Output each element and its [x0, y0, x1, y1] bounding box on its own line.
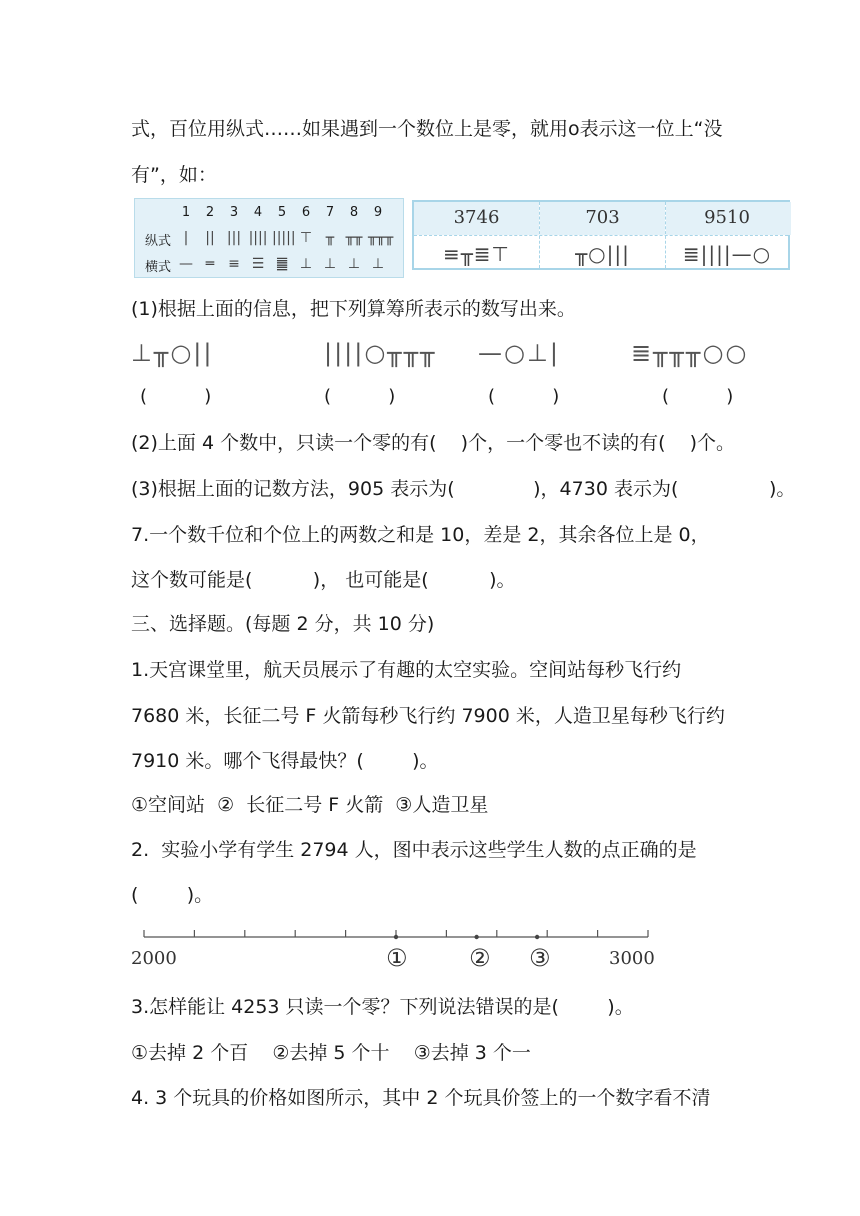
digit-label: 3: [229, 205, 239, 220]
example-number: 3746: [453, 207, 500, 228]
digit-label: 5: [277, 205, 287, 220]
vertical-rod: ╥: [325, 230, 335, 246]
text-line-1: 式，百位用纵式……如果遇到一个数位上是零，就用o表示这一位上“没: [131, 118, 723, 140]
rod-question-3: —○⊥|: [478, 339, 560, 367]
number-line-start-label: 2000: [131, 948, 177, 969]
answer-blank: ( ): [140, 386, 212, 407]
example-number: 703: [585, 207, 620, 228]
example-rods: ≡╥≣⊤: [443, 242, 510, 266]
example-rods: ≣||||—○: [682, 242, 772, 266]
section-3-heading: 三、选择题。(每题 2 分，共 10 分): [131, 613, 435, 635]
digit-label: 9: [373, 205, 383, 220]
example-cell: [666, 202, 788, 268]
digit-label: 8: [349, 205, 359, 220]
digit-label: 4: [253, 205, 263, 220]
horizontal-rod: ⊥: [371, 256, 385, 272]
vertical-rod: ||||: [248, 230, 268, 246]
choice-1-line-2: 7680 米，长征二号 F 火箭每秒飞行约 7900 米，人造卫星每秒飞行约: [131, 705, 725, 727]
choice-1-line-1: 1.天宫课堂里，航天员展示了有趣的太空实验。空间站每秒飞行约: [131, 659, 682, 681]
question-1-text: (1)根据上面的信息，把下列算筹所表示的数写出来。: [131, 298, 576, 320]
rod-question-4: ≣╥╥╥○○: [631, 339, 749, 367]
question-7-line-2: 这个数可能是( )， 也可能是( )。: [131, 569, 516, 591]
horizontal-rod: —: [179, 256, 193, 272]
point-label-1: ①: [386, 944, 408, 972]
vertical-rod: ||: [205, 230, 215, 246]
choice-1-options: ①空间站 ② 长征二号 F 火箭 ③人造卫星: [131, 794, 489, 816]
choice-1-line-3: 7910 米。哪个飞得最快？( )。: [131, 750, 439, 772]
rod-reference-table: [134, 198, 404, 278]
vertical-rod: ╥╥╥: [368, 230, 394, 246]
horizontal-label: 横式: [145, 260, 172, 275]
horizontal-rod: ═: [205, 256, 215, 272]
rod-question-2: ||||○╥╥╥: [324, 339, 437, 367]
digit-label: 7: [325, 205, 335, 220]
example-cell: [414, 202, 539, 268]
vertical-rod: ⊤: [299, 230, 313, 246]
choice-3-line: 3.怎样能让 4253 只读一个零？下列说法错误的是( )。: [131, 996, 634, 1018]
number-line-point: [535, 935, 539, 939]
horizontal-rod: ⊥: [347, 256, 361, 272]
text-line-2: 有”，如：: [131, 164, 217, 186]
number-line-point: [394, 935, 398, 939]
rod-examples-table: [412, 200, 790, 270]
question-7-line-1: 7.一个数千位和个位上的两数之和是 10，差是 2，其余各位上是 0，: [131, 524, 710, 546]
answer-blank: ( ): [488, 386, 560, 407]
digit-label: 2: [205, 205, 215, 220]
vertical-label: 纵式: [145, 234, 172, 249]
choice-3-options: ①去掉 2 个百 ②去掉 5 个十 ③去掉 3 个一: [131, 1042, 531, 1064]
example-rods: ╥○|||: [575, 242, 630, 266]
choice-4-line: 4. 3 个玩具的价格如图所示，其中 2 个玩具价签上的一个数字看不清: [131, 1087, 711, 1109]
digit-label: 1: [181, 205, 191, 220]
number-line-end-label: 3000: [609, 948, 655, 969]
choice-2-line-1: 2. 实验小学有学生 2794 人，图中表示这些学生人数的点正确的是: [131, 839, 697, 861]
point-label-2: ②: [469, 944, 491, 972]
digit-label: 6: [301, 205, 311, 220]
vertical-rod: ╥╥: [345, 230, 363, 246]
number-line-point: [474, 935, 478, 939]
number-line: [130, 925, 660, 945]
vertical-rod: |||||: [272, 230, 296, 246]
answer-blank: ( ): [324, 386, 396, 407]
example-cell: [540, 202, 665, 268]
horizontal-rod: ≡: [228, 256, 240, 272]
vertical-rod: |: [183, 230, 189, 246]
question-3-text: (3)根据上面的记数方法，905 表示为( )，4730 表示为( )。: [131, 478, 796, 500]
point-label-3: ③: [529, 944, 551, 972]
horizontal-rod: ⊥: [299, 256, 313, 272]
question-2-text: (2)上面 4 个数中，只读一个零的有( )个，一个零也不读的有( )个。: [131, 432, 736, 454]
horizontal-rod: ⊥: [323, 256, 337, 272]
horizontal-rod: ☰: [251, 256, 265, 272]
answer-blank: ( ): [662, 386, 734, 407]
example-number: 9510: [704, 207, 750, 228]
vertical-rod: |||: [226, 230, 242, 246]
horizontal-rod: ䷀: [275, 256, 289, 272]
rod-question-1: ⊥╥○||: [131, 339, 214, 367]
choice-2-line-2: ( )。: [131, 884, 214, 906]
